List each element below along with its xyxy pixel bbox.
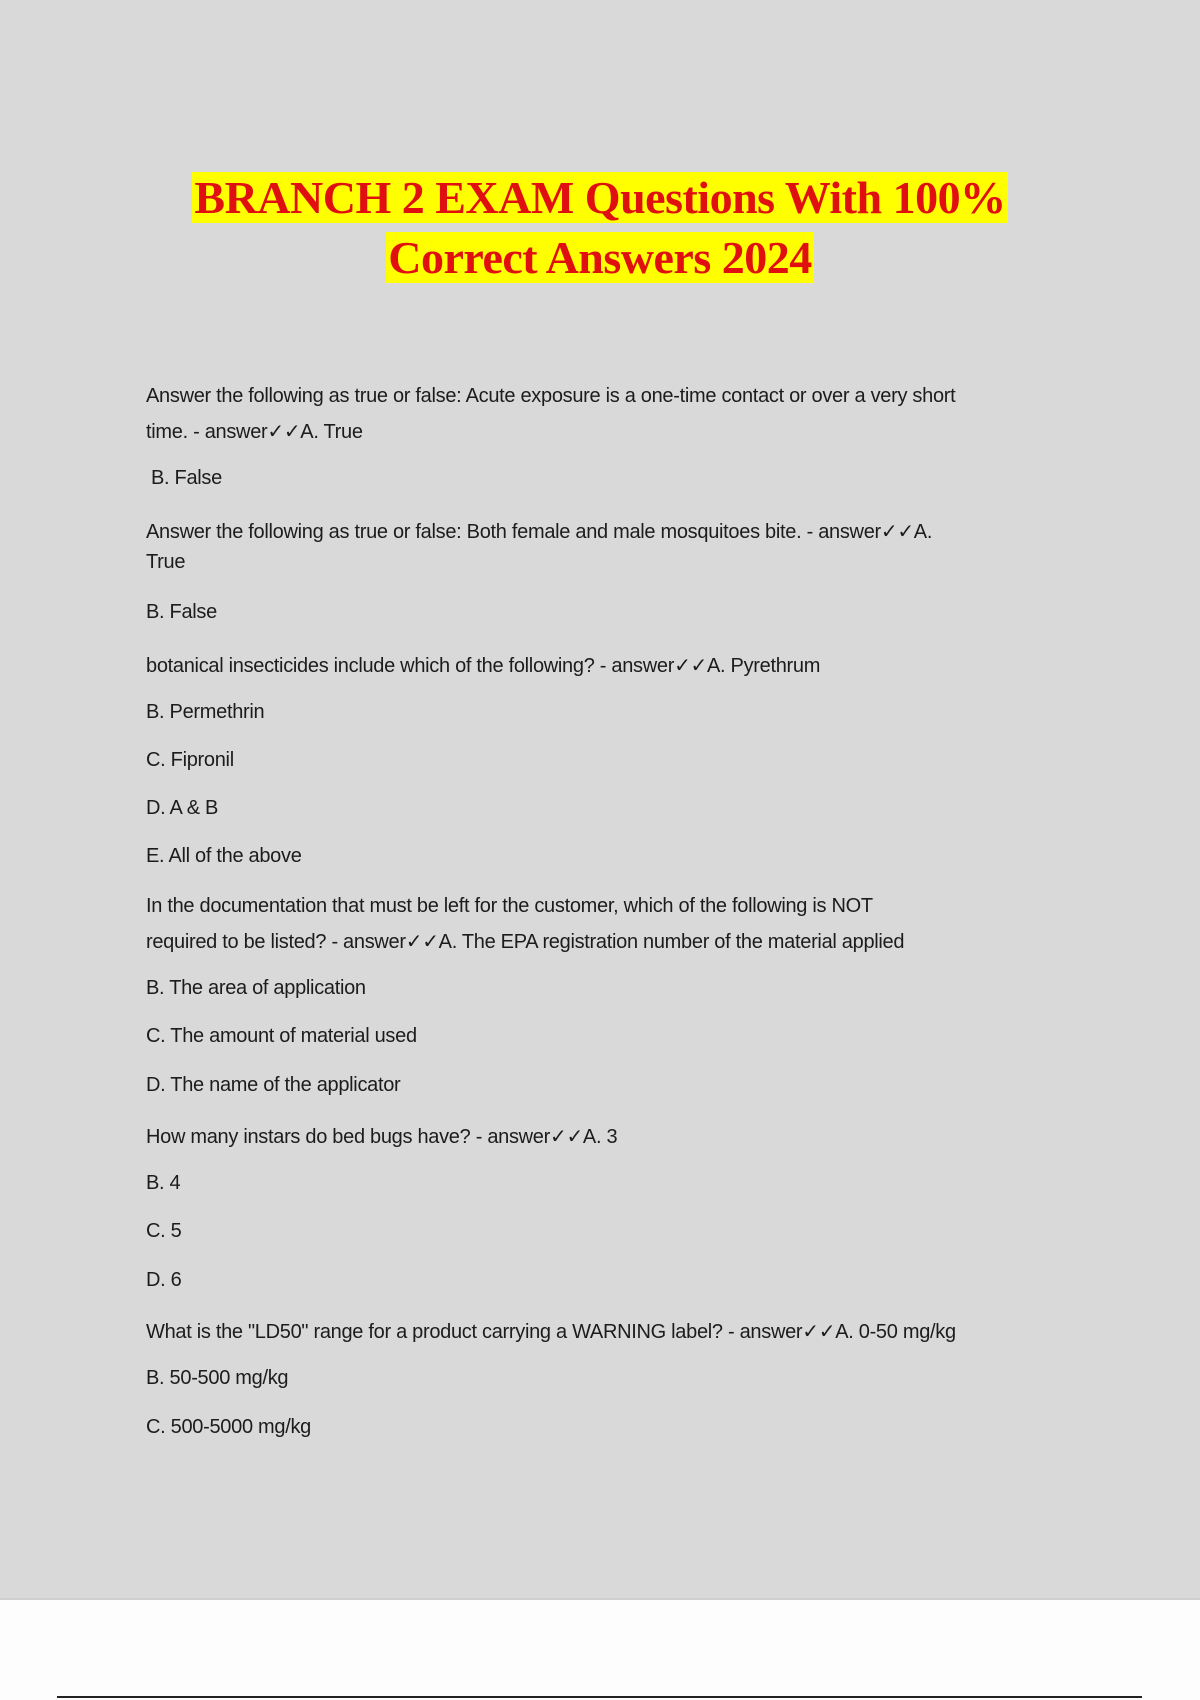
text-line: True bbox=[146, 551, 186, 573]
text-line: B. The area of application bbox=[146, 977, 366, 999]
document-title bbox=[0, 168, 1200, 288]
text-line: C. The amount of material used bbox=[146, 1025, 417, 1047]
text-line: What is the "LD50" range for a product carrying a WARNING label? - answer✓✓A. 0-50 mg/kg bbox=[146, 1321, 956, 1343]
text-line: How many instars do bed bugs have? - answer✓✓A. 3 bbox=[146, 1126, 618, 1148]
text-line: D. 6 bbox=[146, 1269, 182, 1291]
text-line: B. False bbox=[146, 601, 217, 623]
text-line: B. 50-500 mg/kg bbox=[146, 1367, 289, 1389]
title-line-1: BRANCH 2 EXAM Questions With 100% bbox=[194, 172, 1006, 223]
text-line: E. All of the above bbox=[146, 845, 302, 867]
text-line: B. Permethrin bbox=[146, 701, 265, 723]
text-line: required to be listed? - answer✓✓A. The EPA registration number of the material applied bbox=[146, 931, 905, 953]
text-line: Answer the following as true or false: Acute exposure is a one-time contact or over a very short bbox=[146, 385, 956, 407]
footer-divider bbox=[57, 1696, 1142, 1698]
text-line: B. False bbox=[151, 467, 222, 489]
text-line: C. 5 bbox=[146, 1220, 182, 1242]
text-line: B. 4 bbox=[146, 1172, 181, 1194]
text-line: C. Fipronil bbox=[146, 749, 234, 771]
text-line: botanical insecticides include which of the following? - answer✓✓A. Pyrethrum bbox=[146, 655, 821, 677]
text-line: D. A & B bbox=[146, 797, 219, 819]
text-line: time. - answer✓✓A. True bbox=[146, 421, 363, 443]
text-line: In the documentation that must be left for the customer, which of the following is NOT bbox=[146, 895, 873, 917]
title-line-2: Correct Answers 2024 bbox=[388, 232, 812, 283]
text-line: D. The name of the applicator bbox=[146, 1074, 401, 1096]
text-line: C. 500-5000 mg/kg bbox=[146, 1416, 311, 1438]
text-line: Answer the following as true or false: Both female and male mosquitoes bite. - answer✓✓A. bbox=[146, 521, 933, 543]
